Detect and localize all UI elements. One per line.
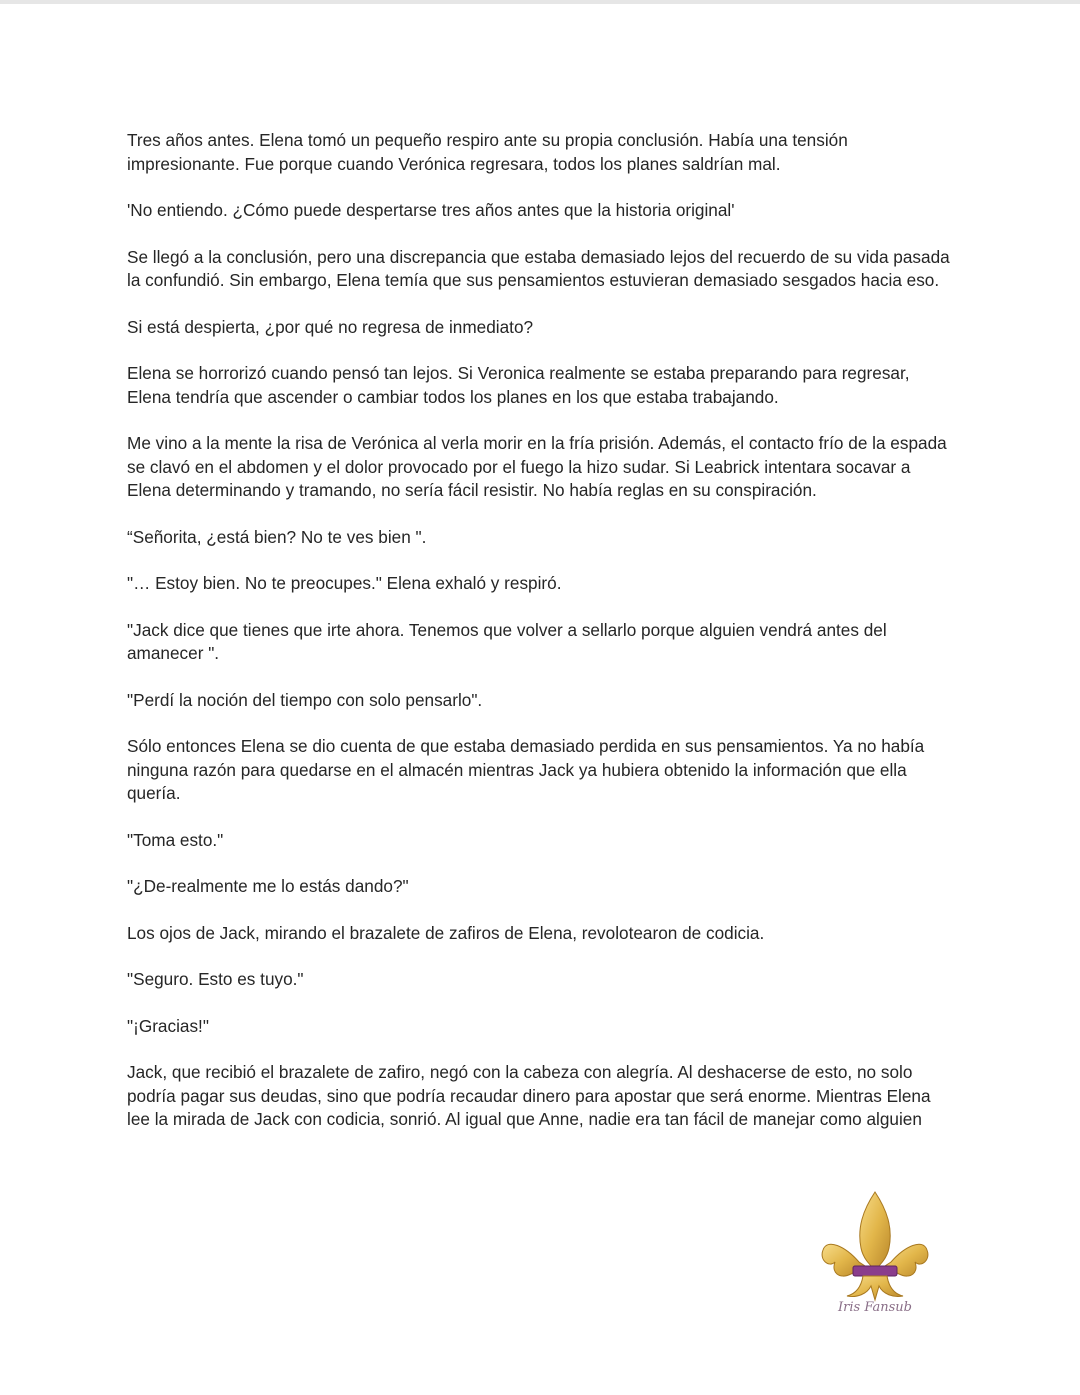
paragraph: "¿De-realmente me lo estás dando?" — [127, 876, 409, 896]
paragraph: Sólo entonces Elena se dio cuenta de que estaba demasiado perdida en sus pensamientos. Ya no había ninguna razón para quedarse en el almacén mientras Jack ya hubiera obtenido la información que ella quería. — [127, 736, 925, 803]
paragraph: "Seguro. Esto es tuyo." — [127, 969, 304, 989]
paragraph: Elena se horrorizó cuando pensó tan lejos. Si Veronica realmente se estaba preparando para regresar, Elena tendría que ascender o cambiar todos los planes en los que estaba trabajando. — [127, 363, 910, 407]
paragraph: "Jack dice que tienes que irte ahora. Tenemos que volver a sellarlo porque alguien vendrá antes del amanecer ". — [127, 619, 887, 663]
paragraph: Tres años antes. Elena tomó un pequeño respiro ante su propia conclusión. Había una tensión impresionante. Fue porque cuando Verónica regresara, todos los planes saldrían mal. — [127, 130, 848, 174]
paragraph: Jack, que recibió el brazalete de zafiro, negó con la cabeza con alegría. Al deshacerse de esto, no solo podría pagar sus deudas, sino que podría recaudar dinero para apostar que será enorme. Mientras Elena lee la mirada de Jack con codicia, sonrió. Al igual que Anne, nadie era tan fácil de manejar como alguien — [127, 1062, 931, 1129]
paragraph: 'No entiendo. ¿Cómo puede despertarse tres años antes que la historia original' — [127, 200, 735, 220]
paragraph: “Señorita, ¿está bien? No te ves bien ". — [127, 526, 427, 547]
paragraph: "¡Gracias!" — [127, 1015, 209, 1036]
document-body — [127, 129, 957, 1155]
paragraph: "… Estoy bien. No te preocupes." Elena exhaló y respiró. — [127, 573, 562, 593]
paragraph: Se llegó a la conclusión, pero una discrepancia que estaba demasiado lejos del recuerdo de su vida pasada la confundió. Sin embargo, Elena temía que sus pensamientos estuvieran demasiado sesgados hacia eso. — [127, 246, 950, 290]
paragraph: Los ojos de Jack, mirando el brazalete de zafiros de Elena, revolotearon de codicia. — [127, 922, 765, 943]
watermark-signature: Iris Fansub — [838, 1300, 912, 1315]
top-divider — [0, 0, 1080, 4]
paragraph: Si está despierta, ¿por qué no regresa de inmediato? — [127, 316, 534, 337]
paragraph: "Perdí la noción del tiempo con solo pensarlo". — [127, 689, 483, 710]
paragraph: "Toma esto." — [127, 829, 224, 850]
paragraph: Me vino a la mente la risa de Verónica al verla morir en la fría prisión. Además, el contacto frío de la espada se clavó en el abdomen y el dolor provocado por el fuego la hizo sudar. Si Leabrick intentara socavar a Elena determinando y tramando, no sería fácil resistir. No había reglas en su conspiración. — [127, 433, 947, 500]
